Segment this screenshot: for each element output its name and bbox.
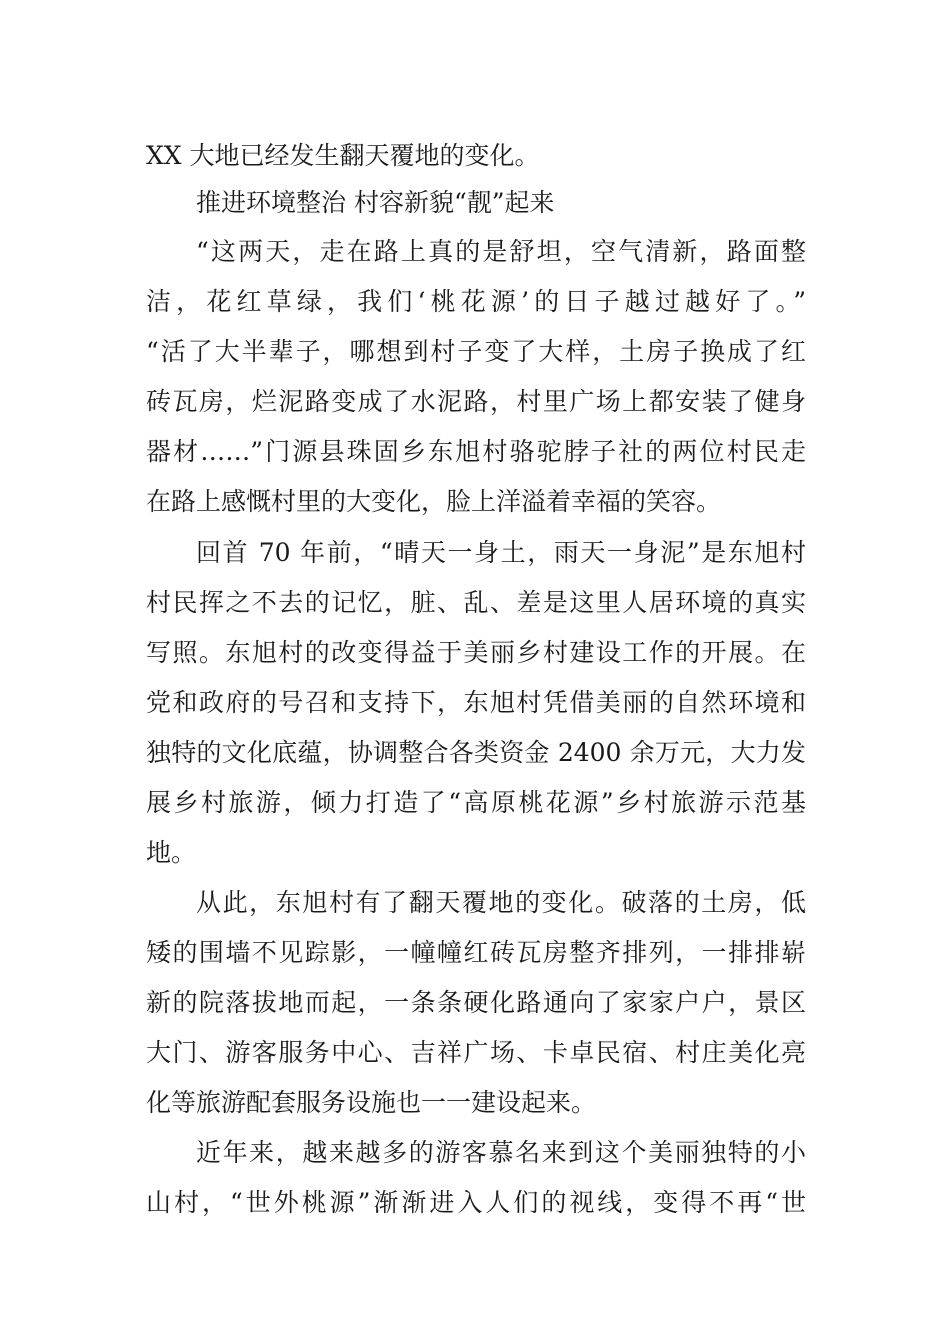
paragraph-line: 矮的围墙不见踪影，一幢幢红砖瓦房整齐排列，一排排崭 (146, 938, 806, 967)
section-heading: 推进环境整治 村容新貌“靓”起来 (196, 188, 555, 217)
paragraph-line: 从此，东旭村有了翻天覆地的变化。破落的土房，低 (196, 888, 806, 917)
paragraph-line: 新的院落拔地而起，一条条硬化路通向了家家户户，景区 (146, 988, 806, 1017)
paragraph-line: 写照。东旭村的改变得益于美丽乡村建设工作的开展。在 (146, 638, 806, 667)
paragraph-line: 村民挥之不去的记忆，脏、乱、差是这里人居环境的真实 (146, 588, 806, 617)
paragraph-line: XX 大地已经发生翻天覆地的变化。 (146, 141, 540, 170)
paragraph-line: 化等旅游配套服务设施也一一建设起来。 (146, 1088, 597, 1117)
paragraph-line: 地。 (146, 838, 197, 867)
paragraph-line: 在路上感慨村里的大变化，脸上洋溢着幸福的笑容。 (146, 487, 722, 516)
paragraph-line: 独特的文化底蕴，协调整合各类资金 2400 余万元，大力发 (146, 738, 806, 767)
paragraph-line: 回首 70 年前，“晴天一身土，雨天一身泥”是东旭村 (196, 538, 806, 567)
paragraph-line: 洁，花红草绿，我们‘桃花源’的日子越过越好了。” (146, 287, 806, 316)
paragraph-line: “这两天，走在路上真的是舒坦，空气清新，路面整 (196, 237, 806, 266)
paragraph-line: 大门、游客服务中心、吉祥广场、卡卓民宿、村庄美化亮 (146, 1038, 806, 1067)
paragraph-line: “活了大半辈子，哪想到村子变了大样，土房子换成了红 (146, 337, 806, 366)
paragraph-line: 近年来，越来越多的游客慕名来到这个美丽独特的小 (196, 1138, 806, 1167)
paragraph-line: 党和政府的号召和支持下，东旭村凭借美丽的自然环境和 (146, 688, 806, 717)
paragraph-line: 砖瓦房，烂泥路变成了水泥路，村里广场上都安装了健身 (146, 387, 806, 416)
paragraph-line: 器材……”门源县珠固乡东旭村骆驼脖子社的两位村民走 (146, 437, 806, 466)
paragraph-line: 展乡村旅游，倾力打造了“高原桃花源”乡村旅游示范基 (146, 788, 806, 817)
paragraph-line: 山村，“世外桃源”渐渐进入人们的视线，变得不再“世 (146, 1188, 806, 1217)
